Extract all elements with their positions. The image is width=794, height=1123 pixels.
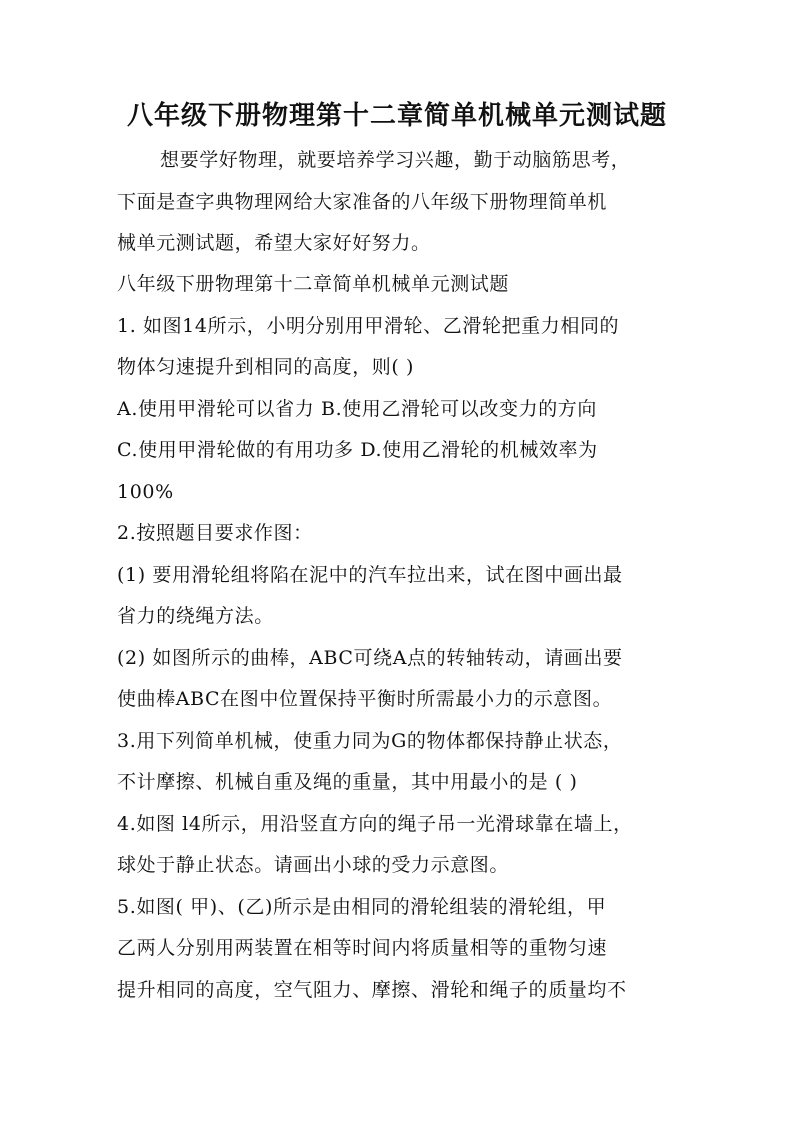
- intro-line-2: 下面是查字典物理网给大家准备的八年级下册物理简单机: [117, 191, 608, 213]
- page-title: 八年级下册物理第十二章简单机械单元测试题: [126, 101, 667, 131]
- intro-line-3: 械单元测试题，希望大家好好努力。: [117, 232, 431, 254]
- question-2-part-2-line-2: 使曲棒ABC在图中位置保持平衡时所需最小力的示意图。: [117, 688, 613, 710]
- question-2-part-2-line-1: (2) 如图所示的曲棒，ABC可绕A点的转轴转动，请画出要: [117, 647, 623, 669]
- question-2-part-1-line-2: 省力的绕绳方法。: [117, 605, 274, 627]
- question-1-options-ab: A.使用甲滑轮可以省力 B.使用乙滑轮可以改变力的方向: [117, 398, 598, 420]
- question-3-line-2: 不计摩擦、机械自重及绳的重量，其中用最小的是 ( ): [117, 771, 578, 793]
- question-4-line-1: 4.如图 l4所示，用沿竖直方向的绳子吊一光滑球靠在墙上，: [117, 813, 633, 835]
- question-1-line-1: 1. 如图14所示，小明分别用甲滑轮、乙滑轮把重力相同的: [117, 315, 620, 337]
- intro-line-1: 想要学好物理，就要培养学习兴趣，勤于动脑筋思考，: [160, 149, 631, 171]
- question-1-line-2: 物体匀速提升到相同的高度，则( ): [117, 356, 415, 378]
- section-heading: 八年级下册物理第十二章简单机械单元测试题: [117, 273, 510, 295]
- question-1-options-cont: 100%: [117, 481, 174, 503]
- question-4-line-2: 球处于静止状态。请画出小球的受力示意图。: [117, 854, 510, 876]
- question-5-line-2: 乙两人分别用两装置在相等时间内将质量相等的重物匀速: [117, 937, 608, 959]
- question-5-line-1: 5.如图( 甲)、(乙)所示是由相同的滑轮组装的滑轮组，甲: [117, 896, 607, 918]
- question-3-line-1: 3.用下列简单机械，使重力同为G的物体都保持静止状态，: [117, 730, 623, 752]
- question-5-line-3: 提升相同的高度，空气阻力、摩擦、滑轮和绳子的质量均不: [117, 979, 627, 1001]
- question-2-heading: 2.按照题目要求作图：: [117, 522, 313, 544]
- question-1-options-cd: C.使用甲滑轮做的有用功多 D.使用乙滑轮的机械效率为: [117, 439, 598, 461]
- question-2-part-1-line-1: (1) 要用滑轮组将陷在泥中的汽车拉出来，试在图中画出最: [117, 564, 623, 586]
